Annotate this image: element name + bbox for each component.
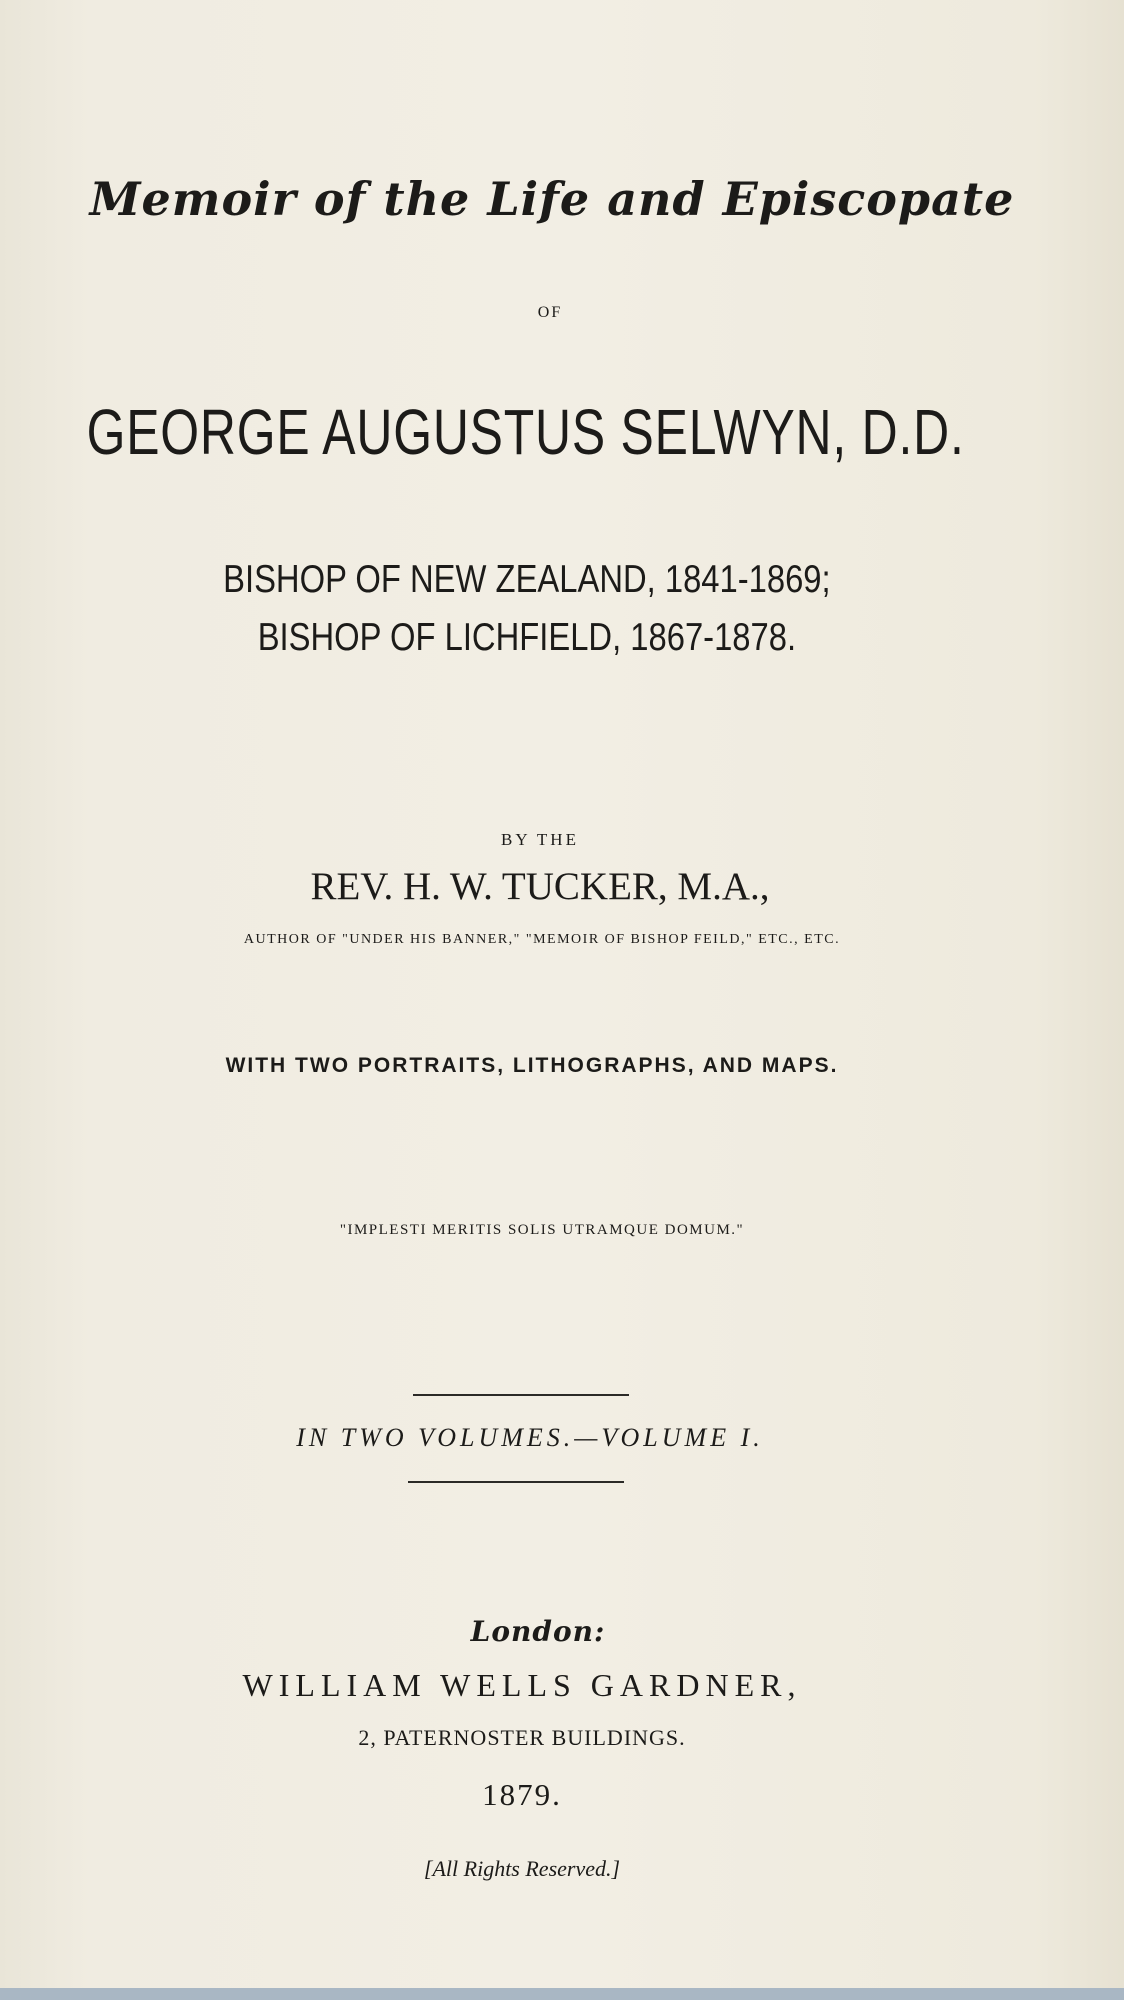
of-connector: OF: [537, 304, 563, 321]
publication-place: London:: [470, 1615, 606, 1648]
volume-rule-bottom: [408, 1481, 624, 1483]
illustrations-note: WITH TWO PORTRAITS, LITHOGRAPHS, AND MAPS.: [225, 1054, 839, 1077]
book-title: Memoir of the Life and Episcopate: [89, 172, 1015, 226]
rights-notice: [All Rights Reserved.]: [423, 1856, 621, 1881]
publisher-address: 2, PATERNOSTER BUILDINGS.: [358, 1725, 686, 1750]
volume-rule-top: [413, 1394, 629, 1396]
bishop-lichfield-line: BISHOP OF LICHFIELD, 1867-1878.: [257, 616, 797, 659]
volume-statement: IN TWO VOLUMES.—VOLUME I.: [296, 1423, 764, 1452]
publisher-name: WILLIAM WELLS GARDNER,: [242, 1667, 802, 1703]
by-the-line: BY THE: [501, 830, 579, 849]
bishop-new-zealand-line: BISHOP OF NEW ZEALAND, 1841-1869;: [223, 558, 831, 601]
page-bottom-edge: [0, 1988, 1124, 2000]
subject-name: GEORGE AUGUSTUS SELWYN, D.D.: [86, 396, 965, 468]
author-name: REV. H. W. TUCKER, M.A.,: [310, 865, 770, 908]
author-other-works: AUTHOR OF "UNDER HIS BANNER," "MEMOIR OF BISHOP FEILD," ETC., ETC.: [243, 932, 841, 947]
publication-year: 1879.: [482, 1777, 562, 1812]
latin-motto: "IMPLESTI MERITIS SOLIS UTRAMQUE DOMUM.": [339, 1222, 745, 1238]
